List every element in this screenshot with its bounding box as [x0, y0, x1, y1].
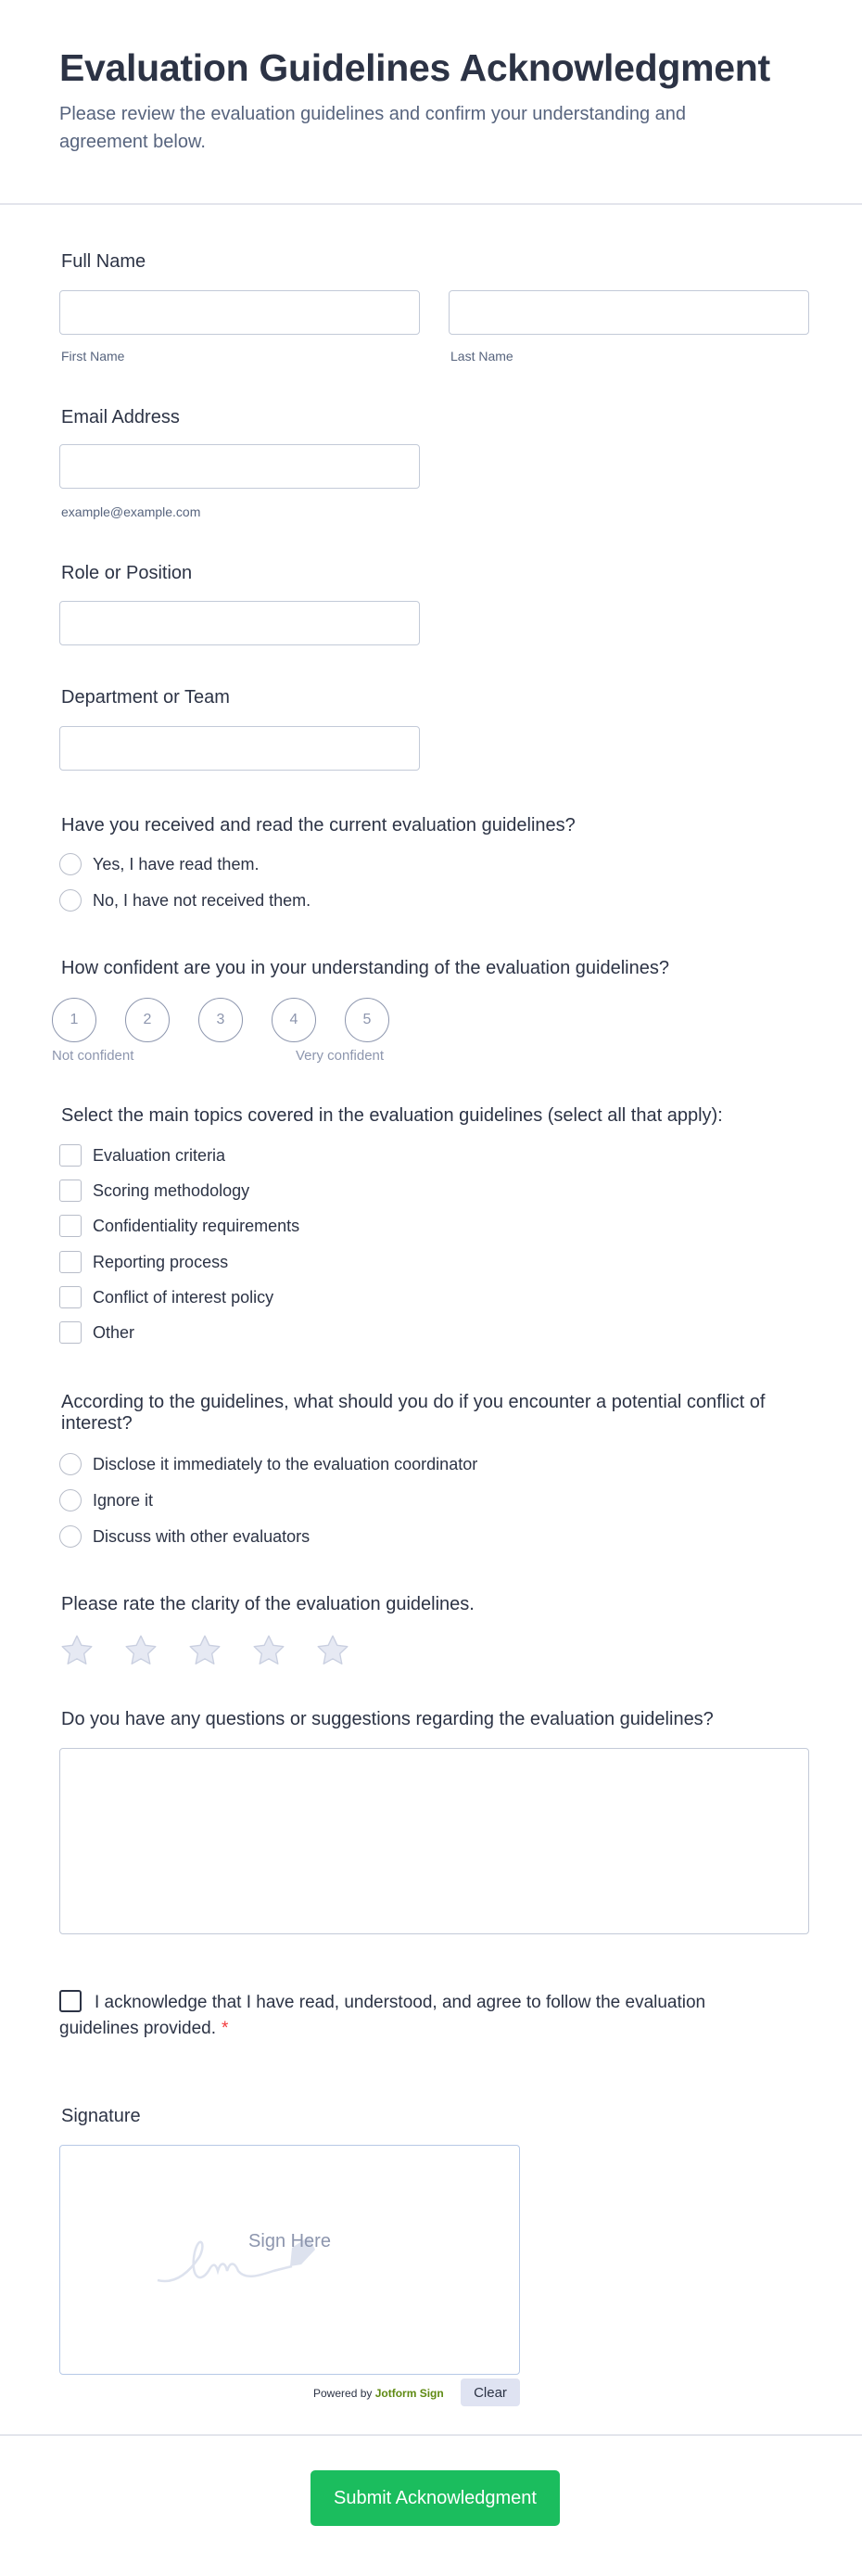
department-input[interactable] [59, 726, 420, 771]
powered-by [313, 2387, 444, 2400]
role-input[interactable] [59, 601, 420, 645]
rating-star-icon[interactable] [122, 1632, 159, 1669]
radio[interactable] [59, 1489, 82, 1511]
scale-option-3[interactable]: 3 [198, 998, 243, 1042]
scale-high-label: Very confident [296, 1048, 385, 1064]
checkbox[interactable] [59, 1286, 82, 1308]
signature-label: Signature [61, 2106, 141, 2126]
page-subtitle: Please review the evaluation guidelines and confirm your understanding and agreement below. [59, 104, 686, 152]
option-label: Scoring methodology [93, 1180, 250, 1200]
topic-option[interactable] [59, 1215, 299, 1237]
checkbox[interactable] [59, 1321, 82, 1344]
role-label: Role or Position [61, 563, 193, 583]
option-label: Discuss with other evaluators [93, 1526, 311, 1546]
option-label: Conflict of interest policy [93, 1287, 274, 1307]
option-label: Disclose it immediately to the evaluation coordinator [93, 1454, 478, 1473]
divider [0, 2434, 862, 2436]
radio[interactable] [59, 853, 82, 875]
checkbox[interactable] [59, 1251, 82, 1273]
rating-star-icon[interactable] [250, 1632, 287, 1669]
option-label: Evaluation criteria [93, 1145, 226, 1165]
topic-option[interactable] [59, 1180, 249, 1202]
option-label: Reporting process [93, 1252, 229, 1271]
received-option-no[interactable] [59, 889, 311, 912]
confidence-question: How confident are you in your understanding of the evaluation guidelines? [61, 958, 669, 978]
topic-option[interactable] [59, 1286, 273, 1308]
scale-option-1[interactable]: 1 [52, 998, 96, 1042]
option-label: Ignore it [93, 1490, 154, 1510]
checkbox[interactable] [59, 1215, 82, 1237]
full-name-label: Full Name [61, 251, 146, 272]
radio[interactable] [59, 1525, 82, 1548]
scale-low-label: Not confident [52, 1048, 134, 1064]
clear-signature-button[interactable]: Clear [461, 2378, 520, 2406]
option-label: No, I have not received them. [93, 890, 311, 910]
conflict-option[interactable] [59, 1489, 153, 1511]
email-input[interactable] [59, 444, 420, 489]
topic-option[interactable] [59, 1144, 225, 1167]
scale-option-4[interactable]: 4 [272, 998, 316, 1042]
last-name-sublabel: Last Name [450, 349, 513, 363]
topic-option[interactable] [59, 1321, 134, 1344]
questions-label: Do you have any questions or suggestions regarding the evaluation guidelines? [61, 1709, 714, 1729]
acknowledge-label: I acknowledge that I have read, understood, and agree to follow the evaluation guidelines provided. [59, 1993, 706, 2038]
page-title: Evaluation Guidelines Acknowledgment [59, 46, 770, 89]
conflict-option[interactable] [59, 1525, 310, 1548]
department-label: Department or Team [61, 687, 230, 708]
submit-button[interactable]: Submit Acknowledgment [311, 2470, 560, 2526]
rating-question: Please rate the clarity of the evaluation guidelines. [61, 1594, 475, 1614]
last-name-input[interactable] [449, 290, 809, 335]
topic-option[interactable] [59, 1251, 228, 1273]
checkbox[interactable] [59, 1180, 82, 1202]
first-name-sublabel: First Name [61, 349, 125, 363]
option-label: Other [93, 1322, 135, 1342]
first-name-input[interactable] [59, 290, 420, 335]
sign-here-placeholder: Sign Here [248, 2231, 331, 2251]
scale-option-2[interactable]: 2 [125, 998, 170, 1042]
option-label: Yes, I have read them. [93, 854, 260, 874]
checkbox[interactable] [59, 1144, 82, 1167]
option-label: Confidentiality requirements [93, 1216, 300, 1235]
rating-star-icon[interactable] [186, 1632, 223, 1669]
conflict-question: According to the guidelines, what should you do if you encounter a potential conflict of interest? [61, 1392, 766, 1434]
received-option-yes[interactable] [59, 853, 259, 875]
signature-pad[interactable] [59, 2145, 520, 2375]
rating-star-icon[interactable] [314, 1632, 351, 1669]
questions-textarea[interactable] [59, 1748, 809, 1934]
jotform-sign-logo: Jotform Sign [374, 2387, 444, 2400]
email-hint: example@example.com [61, 504, 201, 519]
divider [0, 203, 862, 205]
conflict-option[interactable] [59, 1453, 477, 1475]
radio[interactable] [59, 1453, 82, 1475]
email-label: Email Address [61, 407, 180, 427]
scale-option-5[interactable]: 5 [345, 998, 389, 1042]
radio[interactable] [59, 889, 82, 912]
rating-star-icon[interactable] [58, 1632, 95, 1669]
required-mark: * [222, 2019, 229, 2038]
topics-question: Select the main topics covered in the evaluation guidelines (select all that apply): [61, 1105, 723, 1126]
acknowledge-text [59, 1990, 727, 2042]
received-question: Have you received and read the current evaluation guidelines? [61, 815, 576, 835]
powered-by-text: Powered by [313, 2387, 373, 2400]
